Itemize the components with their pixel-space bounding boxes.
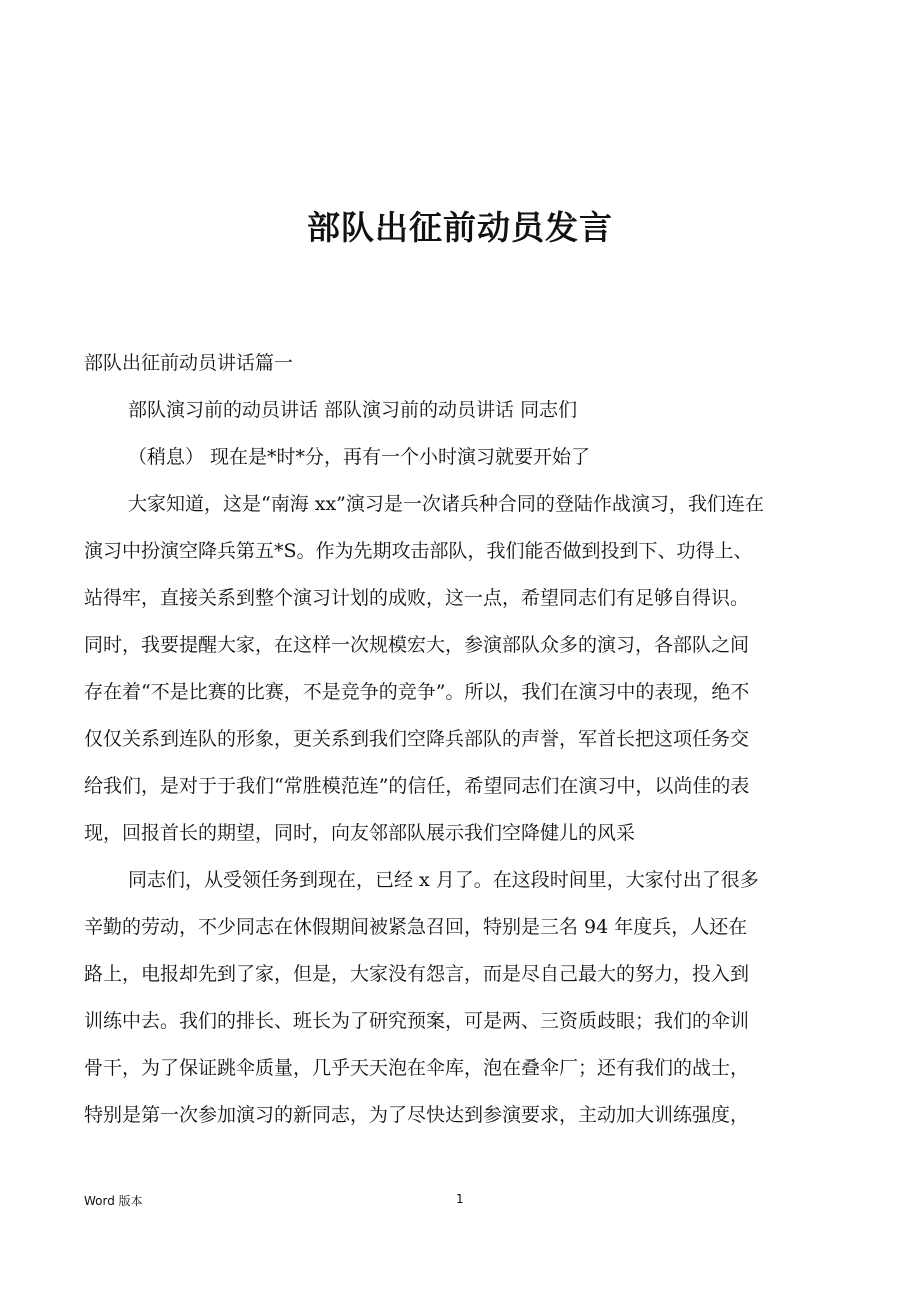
page-number: 1	[456, 1192, 464, 1206]
paragraph-line: 演习中扮演空降兵第五*S。作为先期攻击部队，我们能否做到投到下、功得上、	[84, 540, 753, 562]
document-body	[84, 340, 844, 1139]
paragraph-line: 站得牢，直接关系到整个演习计划的成败，这一点，希望同志们有足够自得识。	[84, 587, 750, 609]
section-heading: 部队出征前动员讲话篇一	[84, 352, 294, 374]
paragraph-line: 现，回报首长的期望，同时，向友邻部队展示我们空降健儿的风采	[84, 822, 636, 844]
paragraph-line: 存在着“不是比赛的比赛，不是竞争的竞争”。所以，我们在演习中的表现，绝不	[84, 681, 750, 703]
document-title: 部队出征前动员发言	[307, 208, 613, 247]
paragraph-line: 路上，电报却先到了家，但是，大家没有怨言，而是尽自己最大的努力，投入到	[84, 963, 750, 985]
paragraph-line: 仅仅关系到连队的形象，更关系到我们空降兵部队的声誉，军首长把这项任务交	[84, 728, 750, 750]
footer-version-label: Word 版本	[84, 1194, 143, 1208]
paragraph-line: 同时，我要提醒大家，在这样一次规模宏大，参演部队众多的演习，各部队之间	[84, 634, 750, 656]
paragraph-line: 部队演习前的动员讲话 部队演习前的动员讲话 同志们	[128, 399, 578, 421]
paragraph-line: 辛勤的劳动，不少同志在休假期间被紧急召回，特别是三名 94 年度兵，人还在	[84, 916, 748, 938]
paragraph-line: 给我们，是对于于我们“常胜模范连”的信任，希望同志们在演习中，以尚佳的表	[84, 775, 750, 797]
paragraph-line: 骨干，为了保证跳伞质量，几乎天天泡在伞库，泡在叠伞厂；还有我们的战士，	[84, 1057, 750, 1079]
paragraph-line: 训练中去。我们的排长、班长为了研究预案，可是两、三资质歧眼；我们的伞训	[84, 1010, 750, 1032]
paragraph-line: 特别是第一次参加演习的新同志，为了尽快达到参演要求，主动加大训练强度，	[84, 1104, 750, 1126]
paragraph-line: （稍息） 现在是*时*分，再有一个小时演习就要开始了	[128, 446, 591, 468]
paragraph-line: 大家知道，这是“南海 xx”演习是一次诸兵种合同的登陆作战演习，我们连在	[128, 493, 764, 515]
paragraph-line: 同志们，从受领任务到现在，已经 x 月了。在这段时间里，大家付出了很多	[128, 869, 759, 891]
